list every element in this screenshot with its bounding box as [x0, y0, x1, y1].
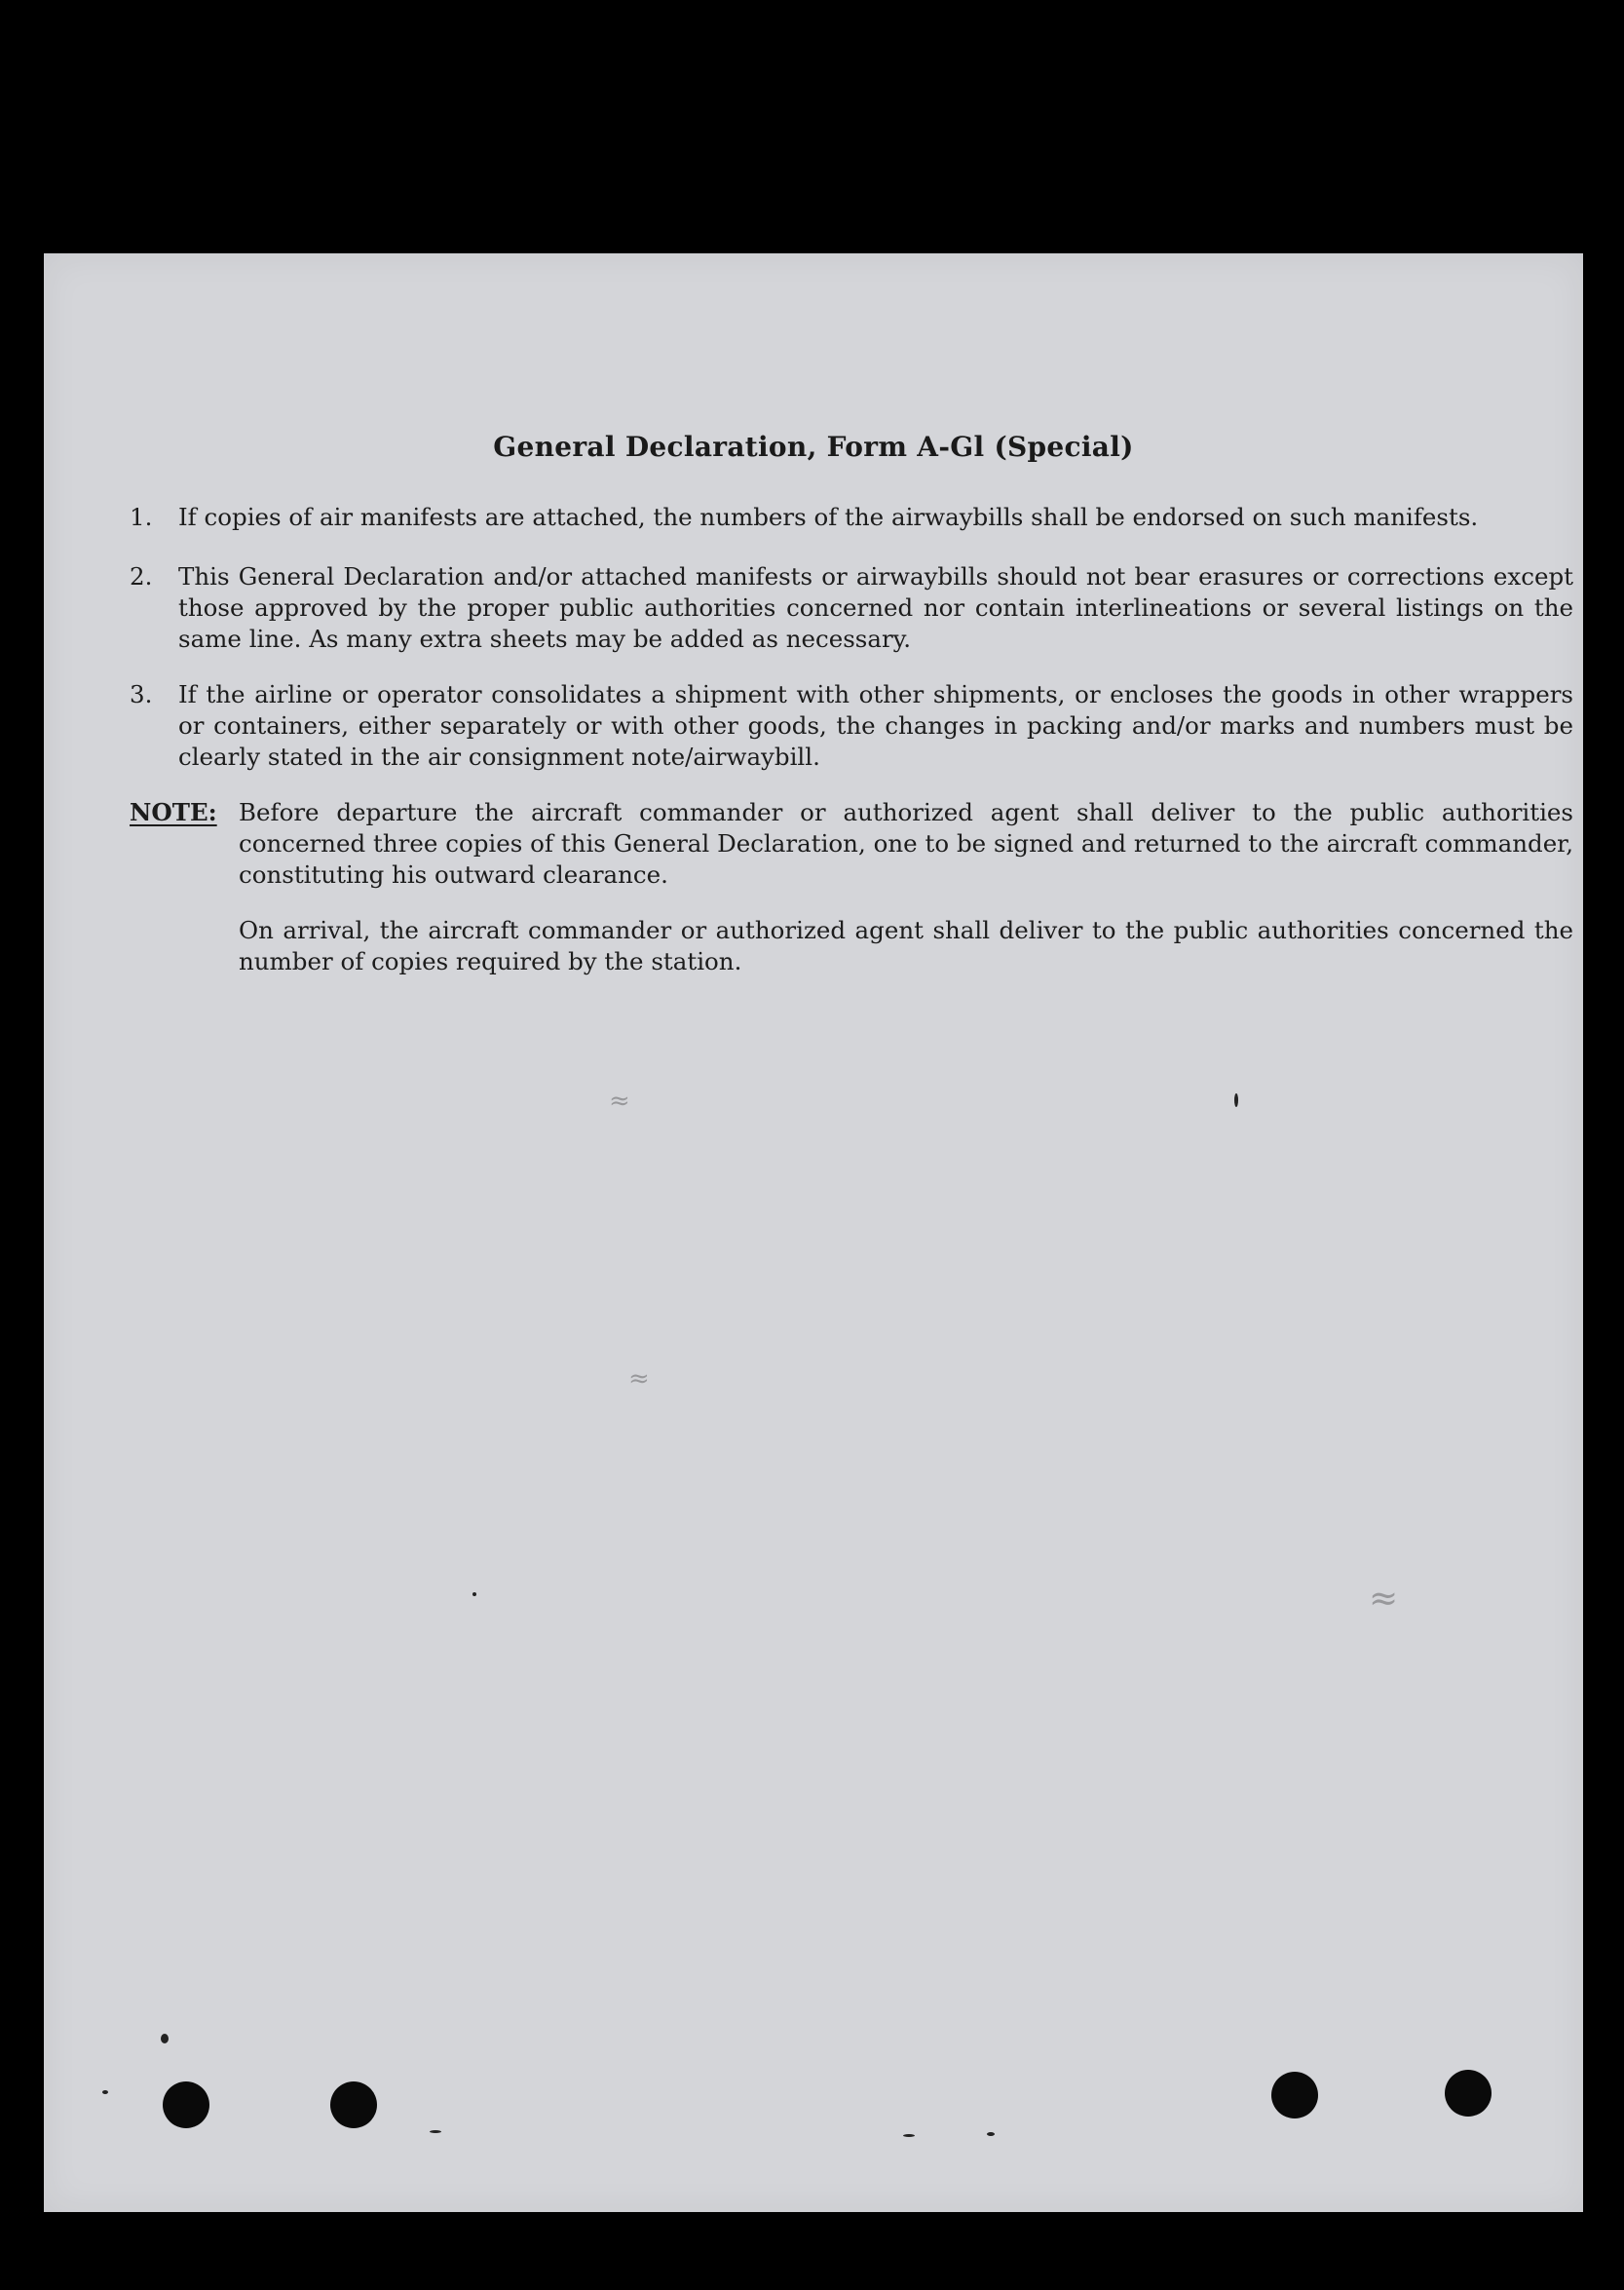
document-title: General Declaration, Form A-Gl (Special) [493, 431, 1134, 463]
speck [472, 1592, 476, 1596]
instruction-item-3 [130, 679, 1573, 773]
speck [102, 2090, 108, 2094]
item-number: 2. [130, 562, 153, 591]
document-page [44, 253, 1583, 2212]
speck [161, 2034, 169, 2043]
punch-hole [1445, 2070, 1492, 2117]
speck [987, 2132, 995, 2136]
punch-hole [1271, 2072, 1318, 2118]
speck [903, 2134, 915, 2137]
speck [430, 2130, 441, 2133]
note-paragraph-1: Before departure the aircraft commander or authorized agent shall deliver to the public authorities concerned three copies of this General Declaration, one to be signed and returned to the aircraft commander, constituting his outward clearance. [239, 798, 1573, 889]
bleed-through-mark: ≈ [628, 1364, 650, 1393]
item-text: This General Declaration and/or attached manifests or airwaybills should not bear erasures or corrections except those approved by the proper public authorities concerned nor contain interlineations or several listings on the same line. As many extra sheets may be added as necessary. [178, 562, 1573, 653]
speck [1234, 1093, 1238, 1107]
note-paragraph-2: On arrival, the aircraft commander or authorized agent shall deliver to the public authorities concerned the number of copies required by the station. [239, 916, 1573, 975]
instruction-item-1 [130, 502, 1573, 533]
punch-hole [330, 2081, 377, 2128]
item-text: If copies of air manifests are attached, the numbers of the airwaybills shall be endorsed on such manifests. [178, 503, 1479, 531]
instruction-item-2 [130, 561, 1573, 655]
note-label: NOTE: [130, 798, 217, 826]
note-section [130, 797, 1573, 891]
item-number: 3. [130, 680, 153, 708]
document-content [44, 253, 1583, 2212]
bleed-through-mark: ≈ [609, 1087, 630, 1116]
item-number: 1. [130, 503, 153, 531]
item-text: If the airline or operator consolidates a shipment with other shipments, or encloses the goods in other wrappers or containers, either separately or with other goods, the changes in packing and/or marks and numbers must be clearly stated in the air consignment note/airwaybill. [178, 680, 1573, 771]
punch-hole [163, 2081, 209, 2128]
bleed-through-mark: ≈ [1369, 1579, 1399, 1619]
